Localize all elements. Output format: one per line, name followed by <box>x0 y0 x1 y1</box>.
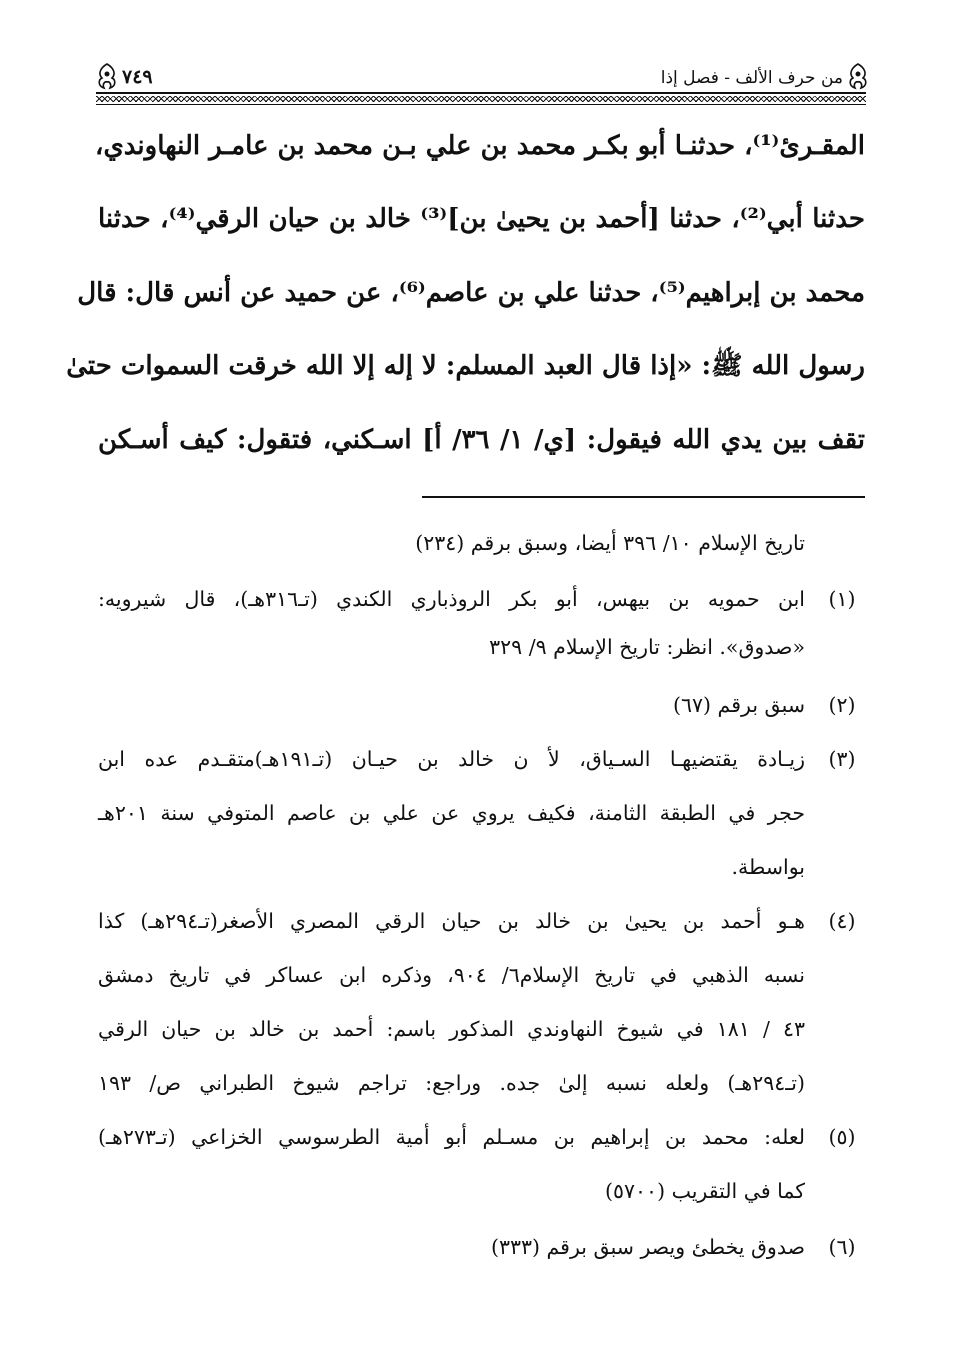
body-text-line: رسول الله ﷺ: «إذا قال العبد المسلم: لا إله إلا الله خرقت السموات حتىٰ <box>66 351 865 381</box>
body-text-line: محمد بن إبراهيم⁽⁵⁾، حدثنا علي بن عاصم⁽⁶⁾، عن حميد عن أنس قال: قال <box>77 278 865 308</box>
body-text-line: حدثنا أبي⁽²⁾، حدثنا [أحمد بن يحيىٰ بن]⁽³⁾ خالد بن حيان الرقي⁽⁴⁾، حدثنا <box>98 204 865 234</box>
footnote-number: (٥) <box>828 1125 856 1149</box>
ornament-icon <box>845 62 871 92</box>
footnote-number: (٣) <box>828 747 856 771</box>
footnote-line: ٤٣ / ١٨١ في شيوخ النهاوندي المذكور باسم: أحمد بن خالد بن حيان الرقي <box>98 1017 805 1041</box>
footnote-line: زيـادة يقتضيهـا السـياق، لأ ن خالد بن حيـان (تـ١٩١هـ)متقـدم عده ابن <box>98 747 805 771</box>
footnote-number: (١) <box>828 587 856 611</box>
footnote-line: «صدوق». انظر: تاريخ الإسلام ٩/ ٣٢٩ <box>489 635 805 659</box>
body-text-line: المقـرئ⁽¹⁾، حدثنـا أبو بكـر محمد بن علي بـن محمد بن عامـر النهاوندي، <box>95 131 865 161</box>
footnote-text: تاريخ الإسلام ١٠/ ٣٩٦ أيضا، وسبق برقم (٢٣٤) <box>415 531 805 555</box>
footnote-line: نسبه الذهبي في تاريخ الإسلام٦/ ٩٠٤، وذكره ابن عساكر في تاريخ دمشق <box>98 963 805 987</box>
footnote-line: لعله: محمد بن إبراهيم بن مسـلم أبو أمية الطرسوسي الخزاعي (تـ٢٧٣هـ) <box>98 1125 805 1149</box>
footnote-line: صدوق يخطئ ويصر سبق برقم (٣٣٣) <box>490 1235 805 1259</box>
footnote-number: (٦) <box>828 1235 856 1259</box>
footnote-number: (٤) <box>828 909 856 933</box>
header-ornamental-band <box>96 96 866 102</box>
ornament-icon <box>94 62 120 92</box>
footnote-number: (٢) <box>828 693 856 717</box>
footnote-line: ابن حمويه بن بيهس، أبو بكر الروذباري الكندي (تـ٣١٦هـ)، قال شيرويه: <box>98 587 805 611</box>
footnote-line: سبق برقم (٦٧) <box>673 693 805 717</box>
running-header: من حرف الألف - فصل إذا <box>660 68 843 88</box>
body-text-line: تقف بين يدي الله فيقول: [ي/ ١/ ٣٦/ أ] اسـكني، فتقول: كيف أسـكن <box>98 425 865 455</box>
footnote-line: (تـ٢٩٤هـ) ولعله نسبه إلىٰ جده. وراجع: تراجم شيوخ الطبراني ص/ ١٩٣ <box>98 1071 805 1095</box>
footnote-line: هـو أحمد بن يحيىٰ بن خالد بن حيان الرقي المصري الأصغر(تـ٢٩٤هـ) كذا <box>98 909 805 933</box>
header-rule <box>96 104 866 105</box>
header-rule <box>96 92 866 94</box>
footnote-separator <box>422 496 865 498</box>
footnote-line: كما في التقريب (٥٧٠٠) <box>605 1179 805 1203</box>
footnote-line: بواسطة. <box>731 855 805 879</box>
page-number: ٧٤٩ <box>122 66 153 88</box>
footnote-line: حجر في الطبقة الثامنة، فكيف يروي عن علي بن عاصم المتوفي سنة ٢٠١هـ <box>98 801 805 825</box>
